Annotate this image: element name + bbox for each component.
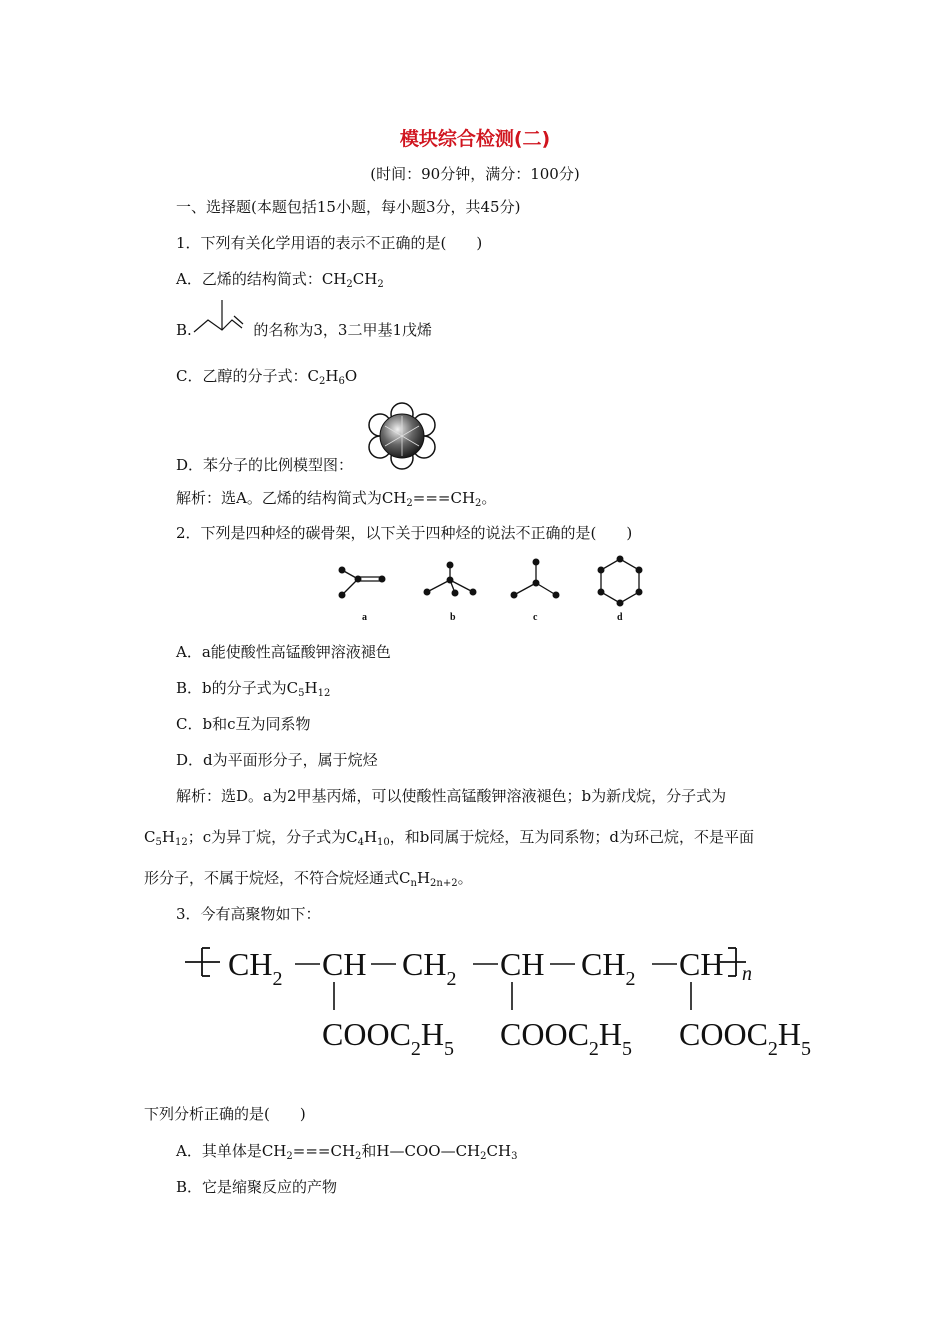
q1-b-text: 的名称为3，3二甲基1戊烯 — [253, 321, 432, 339]
page-title: 模块综合检测(二) — [399, 128, 551, 150]
poly-side-1: $COOC_2H_5$ — [322, 1016, 455, 1060]
q3-stem: 3．今有高聚物如下： — [176, 905, 321, 923]
skeleton-c — [511, 559, 560, 599]
q3-option-b: B．它是缩聚反应的产物 — [176, 1178, 338, 1196]
carbon-skeleton-figure — [330, 550, 650, 624]
q1-stem: 1．下列有关化学用语的表示不正确的是( ) — [176, 234, 483, 252]
fig-label-c: c — [533, 612, 538, 623]
q3-option-a: A．其单体是$CH_2===CH_2$和$H—COO—CH_2CH_3$ — [176, 1142, 518, 1162]
poly-side-2: $COOC_2H_5$ — [500, 1016, 633, 1060]
q3-question: 下列分析正确的是( ) — [144, 1105, 306, 1123]
q2-answer-line1: 解析：选D。a为2甲基丙烯，可以使酸性高锰酸钾溶液褪色；b为新戊烷，分子式为 — [176, 787, 727, 805]
poly-n: n — [742, 963, 752, 985]
skeleton-b — [424, 562, 477, 597]
benzene-model-figure — [366, 402, 438, 470]
q2-answer-line2: $C_5H_{12}$；c为异丁烷，分子式为$C_4H_{10}$，和b同属于烷烃，互为同系物；d为环己烷，不是平面 — [144, 828, 754, 848]
q2-option-b: B．b的分子式为$C_5H_{12}$ — [176, 679, 331, 699]
polymer-structure — [180, 940, 830, 1070]
q1-answer: 解析：选A。乙烯的结构简式为$CH_2===CH_2$。 — [176, 489, 497, 509]
skeleton-a — [339, 567, 386, 599]
q1-option-d: D．苯分子的比例模型图： — [176, 456, 354, 474]
poly-ch-2: CH — [500, 946, 545, 982]
poly-ch-1: CH — [322, 946, 367, 982]
q2-option-a: A．a能使酸性高锰酸钾溶液褪色 — [176, 643, 391, 661]
q2-stem: 2．下列是四种烃的碳骨架，以下关于四种烃的说法不正确的是( ) — [176, 524, 633, 542]
poly-ch2-2: $CH_2$ — [402, 946, 457, 990]
poly-ch-3: CH — [679, 946, 724, 982]
subtitle: (时间：90分钟，满分：100分) — [370, 165, 580, 183]
section-heading: 一、选择题(本题包括15小题，每小题3分，共45分) — [176, 198, 521, 216]
q1-option-c: C．乙醇的分子式：$C_2H_6O$ — [176, 367, 358, 387]
q1-option-a: A．乙烯的结构简式：$CH_2CH_2$ — [176, 270, 384, 290]
q2-answer-line3: 形分子，不属于烷烃，不符合烷烃通式$C_nH_{2n+2}$。 — [144, 869, 473, 889]
fig-label-b: b — [450, 612, 456, 623]
skeletal-formula-figure — [192, 298, 244, 338]
poly-ch2-1: $CH_2$ — [228, 946, 283, 990]
fig-label-d: d — [617, 612, 623, 623]
q1-b-prefix: B. — [176, 321, 192, 339]
q2-option-d: D．d为平面形分子，属于烷烃 — [176, 751, 378, 769]
fig-label-a: a — [362, 612, 367, 623]
poly-side-3: $COOC_2H_5$ — [679, 1016, 812, 1060]
skeleton-d — [598, 556, 643, 607]
poly-ch2-3: $CH_2$ — [581, 946, 636, 990]
q2-option-c: C．b和c互为同系物 — [176, 715, 311, 733]
